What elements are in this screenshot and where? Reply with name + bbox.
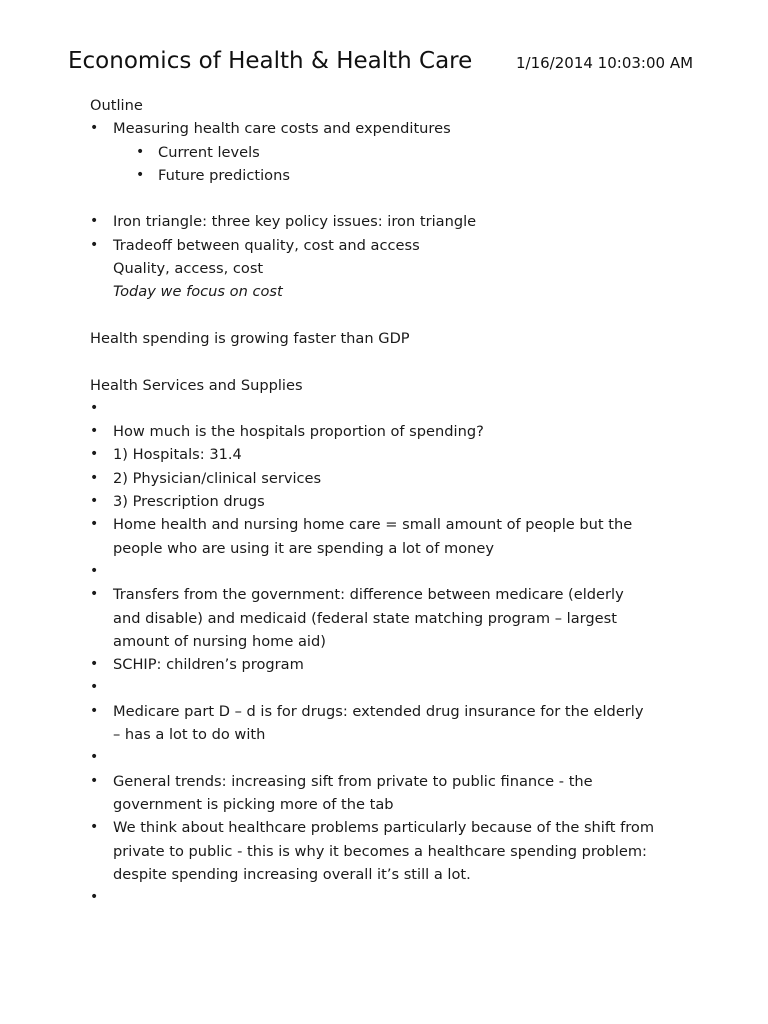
bullet-item <box>90 397 690 420</box>
line-text: amount of nursing home aid) <box>113 632 326 650</box>
bullet-icon: • <box>90 562 99 579</box>
bullet-icon: • <box>90 516 99 533</box>
bullet-item <box>90 443 690 466</box>
bullet-icon: • <box>90 679 99 696</box>
bullet-icon: • <box>90 399 99 416</box>
bullet-icon: • <box>90 493 99 510</box>
line-text: – has a lot to do with <box>113 726 266 744</box>
line-text: Home health and nursing home care = small amount of people but the <box>113 516 633 534</box>
document-header <box>68 46 708 78</box>
bullet-icon: • <box>90 446 99 463</box>
continuation-line <box>90 863 690 886</box>
document-title: Economics of Health & Health Care <box>68 48 473 74</box>
bullet-item <box>90 490 690 513</box>
sub-bullet-item <box>90 141 690 164</box>
continuation-line <box>90 257 690 280</box>
continuation-line <box>90 607 690 630</box>
blank-line <box>90 350 690 373</box>
continuation-line <box>90 723 690 746</box>
line-text: government is picking more of the tab <box>113 795 394 813</box>
bullet-icon: • <box>90 819 99 836</box>
line-text: Today we focus on cost <box>113 283 283 301</box>
text-line <box>90 94 690 117</box>
bullet-icon: • <box>90 469 99 486</box>
text-line <box>90 374 690 397</box>
line-text: General trends: increasing sift from private to public finance - the <box>113 772 593 790</box>
sub-bullet-item <box>90 164 690 187</box>
bullet-item <box>90 746 690 769</box>
bullet-item <box>90 583 690 606</box>
bullet-item <box>90 560 690 583</box>
line-text: 1) Hospitals: 31.4 <box>113 446 242 464</box>
line-text: Current levels <box>158 143 260 161</box>
bullet-item <box>90 816 690 839</box>
bullet-item <box>90 700 690 723</box>
bullet-icon: • <box>90 772 99 789</box>
continuation-line <box>90 793 690 816</box>
bullet-item <box>90 420 690 443</box>
bullet-icon: • <box>90 236 99 253</box>
line-text: Future predictions <box>158 166 290 184</box>
bullet-item <box>90 886 690 909</box>
continuation-line <box>90 280 690 303</box>
line-text: Iron triangle: three key policy issues: iron triangle <box>113 213 477 231</box>
line-text: Outline <box>90 97 143 114</box>
bullet-item <box>90 770 690 793</box>
blank-line <box>90 304 690 327</box>
continuation-line <box>90 537 690 560</box>
blank-line <box>90 187 690 210</box>
line-text: 2) Physician/clinical services <box>113 469 322 487</box>
bullet-icon: • <box>90 702 99 719</box>
line-text: 3) Prescription drugs <box>113 493 265 511</box>
line-text: private to public - this is why it becomes a healthcare spending problem: <box>113 842 647 860</box>
line-text: Health Services and Supplies <box>90 376 303 394</box>
bullet-item <box>90 513 690 536</box>
line-text: Measuring health care costs and expenditures <box>113 120 451 138</box>
continuation-line <box>90 840 690 863</box>
line-text: Quality, access, cost <box>113 260 264 278</box>
continuation-line <box>90 630 690 653</box>
bullet-icon: • <box>90 656 99 673</box>
bullet-item <box>90 117 690 140</box>
bullet-item <box>90 210 690 233</box>
line-text: Medicare part D – d is for drugs: extended drug insurance for the elderly <box>113 702 644 720</box>
bullet-icon: • <box>90 749 99 766</box>
line-text: How much is the hospitals proportion of spending? <box>113 423 484 441</box>
bullet-item <box>90 234 690 257</box>
bullet-item <box>90 653 690 676</box>
document-body <box>90 94 690 909</box>
bullet-item <box>90 467 690 490</box>
line-text: Tradeoff between quality, cost and access <box>113 236 420 254</box>
line-text: Transfers from the government: difference between medicare (elderly <box>113 586 624 604</box>
line-text: SCHIP: children’s program <box>113 656 304 674</box>
line-text: Health spending is growing faster than GDP <box>90 329 410 347</box>
line-text: despite spending increasing overall it’s still a lot. <box>113 865 471 883</box>
bullet-icon: • <box>90 213 99 230</box>
bullet-icon: • <box>136 166 145 183</box>
bullet-icon: • <box>136 143 145 160</box>
bullet-icon: • <box>90 120 99 137</box>
line-text: We think about healthcare problems particularly because of the shift from <box>113 819 655 837</box>
document-timestamp: 1/16/2014 10:03:00 AM <box>516 54 694 72</box>
bullet-icon: • <box>90 889 99 906</box>
text-line <box>90 327 690 350</box>
line-text: and disable) and medicaid (federal state matching program – largest <box>113 609 617 627</box>
bullet-icon: • <box>90 423 99 440</box>
bullet-icon: • <box>90 586 99 603</box>
line-text: people who are using it are spending a lot of money <box>113 539 495 557</box>
bullet-item <box>90 676 690 699</box>
